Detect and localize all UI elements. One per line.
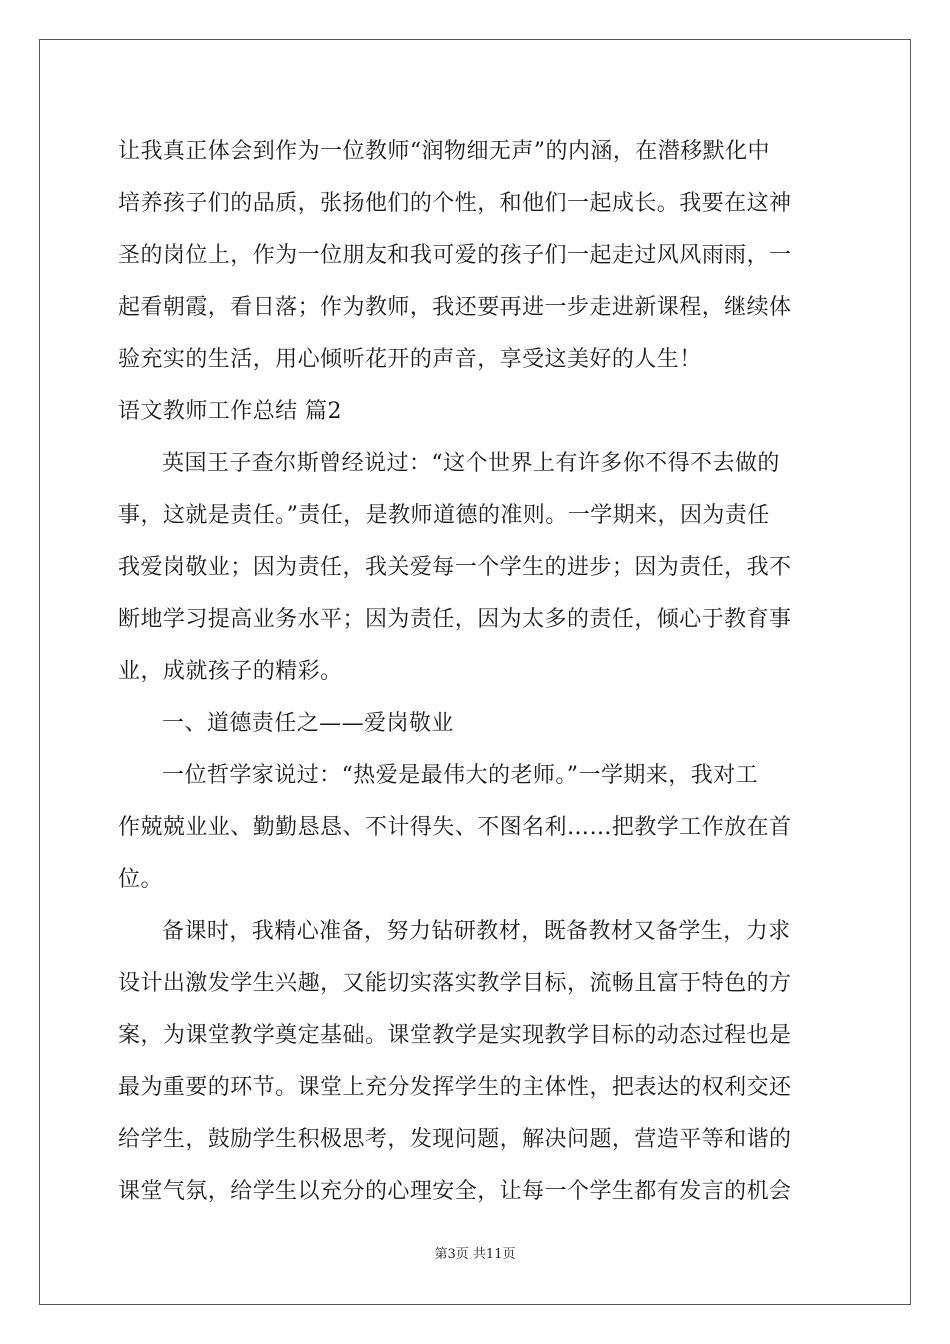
- text-line: 圣的岗位上，作为一位朋友和我可爱的孩子们一起走过风风雨雨，一: [118, 243, 792, 268]
- text-line: 最为重要的环节。课堂上充分发挥学生的主体性，把表达的权利交还: [118, 1075, 792, 1100]
- document-body: [118, 126, 834, 1218]
- text-line: 培养孩子们的品质，张扬他们的个性，和他们一起成长。我要在这神: [118, 191, 792, 216]
- section-heading: 语文教师工作总结 篇2: [118, 399, 342, 424]
- text-line: 事，这就是责任。”责任，是教师道德的准则。一学期来，因为责任: [118, 503, 770, 528]
- text-line: 位。: [118, 867, 163, 892]
- text-line: 起看朝霞，看日落；作为教师，我还要再进一步走进新课程，继续体: [118, 295, 792, 320]
- text-line: 设计出激发学生兴趣，又能切实落实教学目标，流畅且富于特色的方: [118, 971, 792, 996]
- text-line: 备课时，我精心准备，努力钻研教材，既备教材又备学生，力求: [162, 919, 791, 944]
- page-footer: 第3页 共11页: [434, 1247, 516, 1262]
- text-line: 英国王子查尔斯曾经说过：“这个世界上有许多你不得不去做的: [162, 451, 780, 476]
- text-line: 业，成就孩子的精彩。: [118, 659, 343, 684]
- text-line: 给学生，鼓励学生积极思考，发现问题，解决问题，营造平等和谐的: [118, 1127, 792, 1152]
- subsection-heading: 一、道德责任之——爱岗敬业: [162, 711, 454, 736]
- text-line: 作兢兢业业、勤勤恳恳、不计得失、不图名利……把教学工作放在首: [118, 815, 792, 840]
- text-line: 一位哲学家说过：“热爱是最伟大的老师。”一学期来，我对工: [162, 763, 759, 788]
- text-line: 验充实的生活，用心倾听花开的声音，享受这美好的人生！: [118, 347, 702, 372]
- text-line: 案，为课堂教学奠定基础。课堂教学是实现教学目标的动态过程也是: [118, 1023, 792, 1048]
- text-line: 断地学习提高业务水平；因为责任，因为太多的责任，倾心于教育事: [118, 607, 792, 632]
- text-line: 我爱岗敬业；因为责任，我关爱每一个学生的进步；因为责任，我不: [118, 555, 792, 580]
- text-line: 课堂气氛，给学生以充分的心理安全，让每一个学生都有发言的机会: [118, 1179, 792, 1204]
- text-line: 让我真正体会到作为一位教师“润物细无声”的内涵，在潜移默化中: [118, 139, 770, 164]
